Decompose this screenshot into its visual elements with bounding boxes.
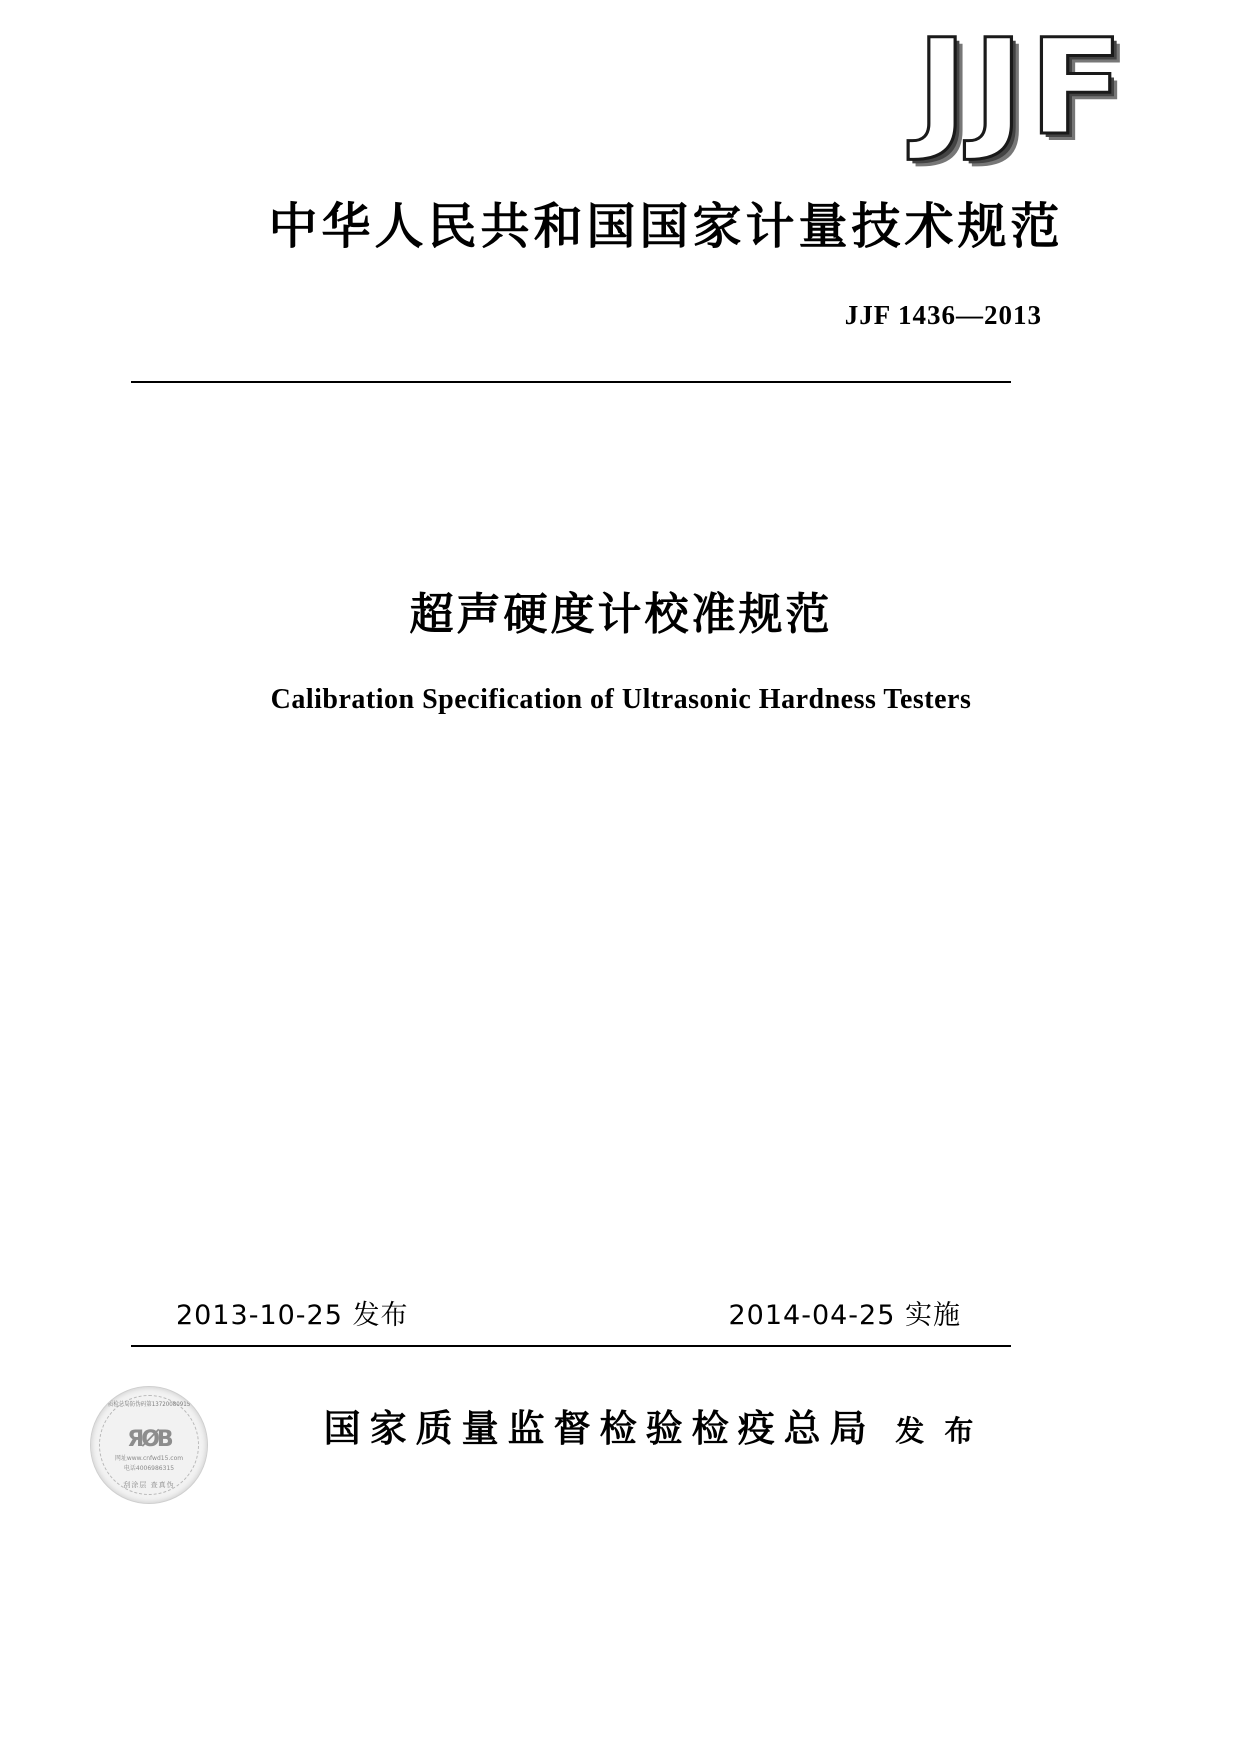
standard-number: JJF 1436—2013 [844, 300, 1042, 330]
seal-mark: ЯØB [127, 1427, 171, 1452]
header-divider [131, 381, 1011, 383]
jjf-logo [0, 11, 1242, 165]
seal-phone: 电话4006986315 [123, 1465, 175, 1472]
national-specification-title: 中华人民共和国国家计量技术规范 [268, 198, 1064, 255]
jjf-logo-text: JJF [915, 11, 1129, 165]
seal-arc-text: 质检总局防伪码第13720080915 [107, 1401, 191, 1409]
issue-date: 2013-10-25 发布 [176, 1300, 409, 1331]
publisher-name: 国家质量监督检验检疫总局 [323, 1407, 876, 1450]
publisher-line [0, 1398, 1242, 1452]
seal-instruction: 刮涂层 查真伪 [123, 1481, 175, 1489]
document-title-english: Calibration Specification of Ultrasonic Hardness Testers [270, 684, 972, 715]
publisher-verb: 发 布 [895, 1414, 979, 1448]
seal-website: 网址www.cnfwd15.com [114, 1455, 184, 1462]
footer-divider [131, 1345, 1011, 1347]
date-row [131, 1293, 1011, 1332]
effective-date: 2014-04-25 实施 [728, 1300, 961, 1331]
document-title-chinese: 超声硬度计校准规范 [409, 589, 833, 640]
